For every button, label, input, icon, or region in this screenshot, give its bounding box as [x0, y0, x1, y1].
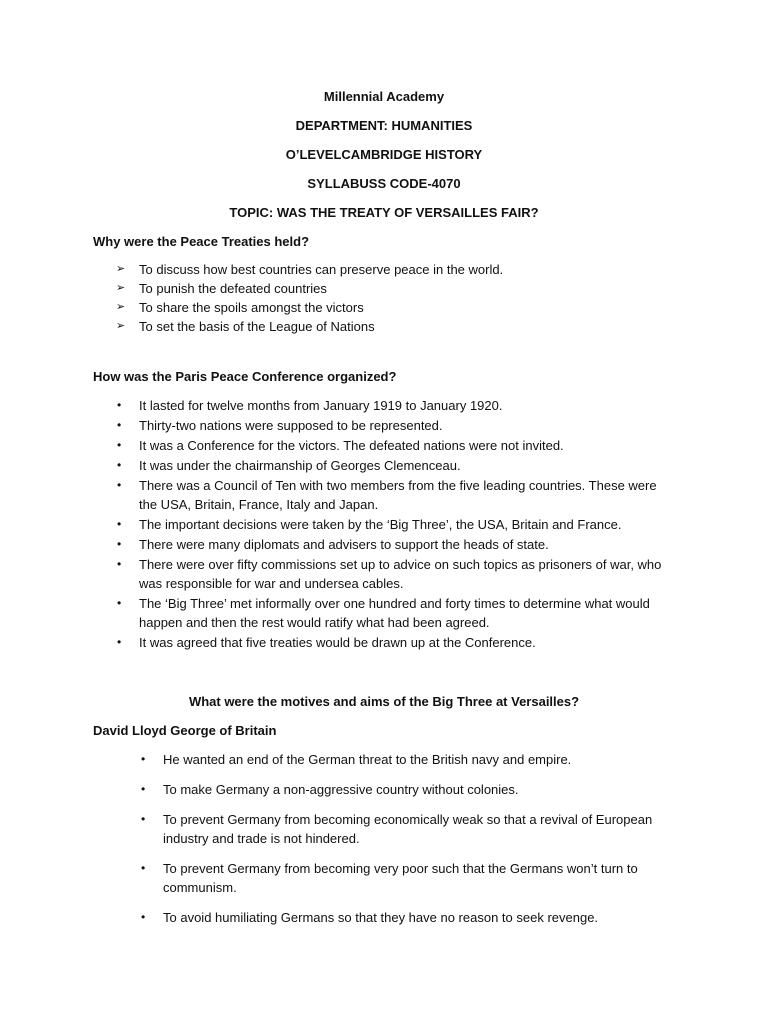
list-item: • The important decisions were taken by the ‘Big Three’, the USA, Britain and France. [117, 517, 622, 532]
bullet-icon: • [117, 517, 122, 531]
bullet-icon: • [141, 782, 146, 796]
arrow-bullet-icon: ➢ [116, 320, 126, 332]
department-line: DEPARTMENT: HUMANITIES [295, 118, 473, 133]
bullet-icon: • [117, 635, 122, 649]
list-item: • It was a Conference for the victors. The defeated nations were not invited. [117, 438, 564, 453]
topic-title: TOPIC: WAS THE TREATY OF VERSAILLES FAIR? [229, 205, 539, 220]
list-item: • It was under the chairmanship of Georges Clemenceau. [117, 458, 461, 473]
list-item: • The ‘Big Three’ met informally over one hundred and forty times to determine what would happen and then the rest would ratify what had been agreed. [117, 596, 650, 630]
list-item: • To make Germany a non-aggressive country without colonies. [141, 782, 519, 797]
section-heading-conference: How was the Paris Peace Conference organized? [93, 369, 397, 384]
subheading-lloyd-george: David Lloyd George of Britain [93, 723, 277, 738]
list-item: • There were over fifty commissions set up to advice on such topics as prisoners of war, who was responsible for war and undersea cables. [117, 557, 662, 591]
bullet-icon: • [117, 557, 122, 571]
conference-list [117, 396, 677, 653]
list-item: • Thirty-two nations were supposed to be represented. [117, 418, 443, 433]
peace-treaties-list [116, 260, 739, 336]
list-item: ➢ To discuss how best countries can preserve peace in the world. [116, 262, 504, 277]
arrow-bullet-icon: ➢ [116, 263, 126, 275]
list-item: • There was a Council of Ten with two members from the five leading countries. These were the USA, Britain, France, Italy and Japan. [117, 478, 657, 512]
list-item: • It was agreed that five treaties would be drawn up at the Conference. [117, 635, 536, 650]
bullet-icon: • [141, 812, 146, 826]
bullet-icon: • [141, 861, 146, 875]
arrow-bullet-icon: ➢ [116, 301, 126, 313]
bullet-icon: • [117, 438, 122, 452]
bullet-icon: • [117, 418, 122, 432]
list-item: • To prevent Germany from becoming economically weak so that a revival of European industry and trade is not hindered. [141, 812, 653, 846]
list-item: ➢ To set the basis of the League of Nations [116, 319, 375, 334]
list-item: ➢ To share the spoils amongst the victors [116, 300, 364, 315]
bullet-icon: • [117, 398, 122, 412]
list-item: • He wanted an end of the German threat to the British navy and empire. [141, 752, 572, 767]
section-heading-motives: What were the motives and aims of the Big Three at Versailles? [188, 694, 580, 709]
course-line: O’LEVELCAMBRIDGE HISTORY [285, 147, 483, 162]
school-name: Millennial Academy [323, 89, 445, 104]
list-item: • It lasted for twelve months from January 1919 to January 1920. [117, 398, 503, 413]
arrow-bullet-icon: ➢ [116, 282, 126, 294]
bullet-icon: • [141, 910, 146, 924]
list-item: ➢ To punish the defeated countries [116, 281, 327, 296]
list-item: • To prevent Germany from becoming very poor such that the Germans won’t turn to communism. [141, 861, 638, 895]
lloyd-george-aims-list [141, 750, 683, 938]
syllabus-code: SYLLABUSS CODE-4070 [307, 176, 461, 191]
bullet-icon: • [141, 752, 146, 766]
list-item: • To avoid humiliating Germans so that they have no reason to seek revenge. [141, 910, 599, 925]
section-heading-peace-treaties: Why were the Peace Treaties held? [93, 234, 310, 249]
bullet-icon: • [117, 537, 122, 551]
list-item: • There were many diplomats and advisers to support the heads of state. [117, 537, 549, 552]
bullet-icon: • [117, 458, 122, 472]
bullet-icon: • [117, 596, 122, 610]
bullet-icon: • [117, 478, 122, 492]
